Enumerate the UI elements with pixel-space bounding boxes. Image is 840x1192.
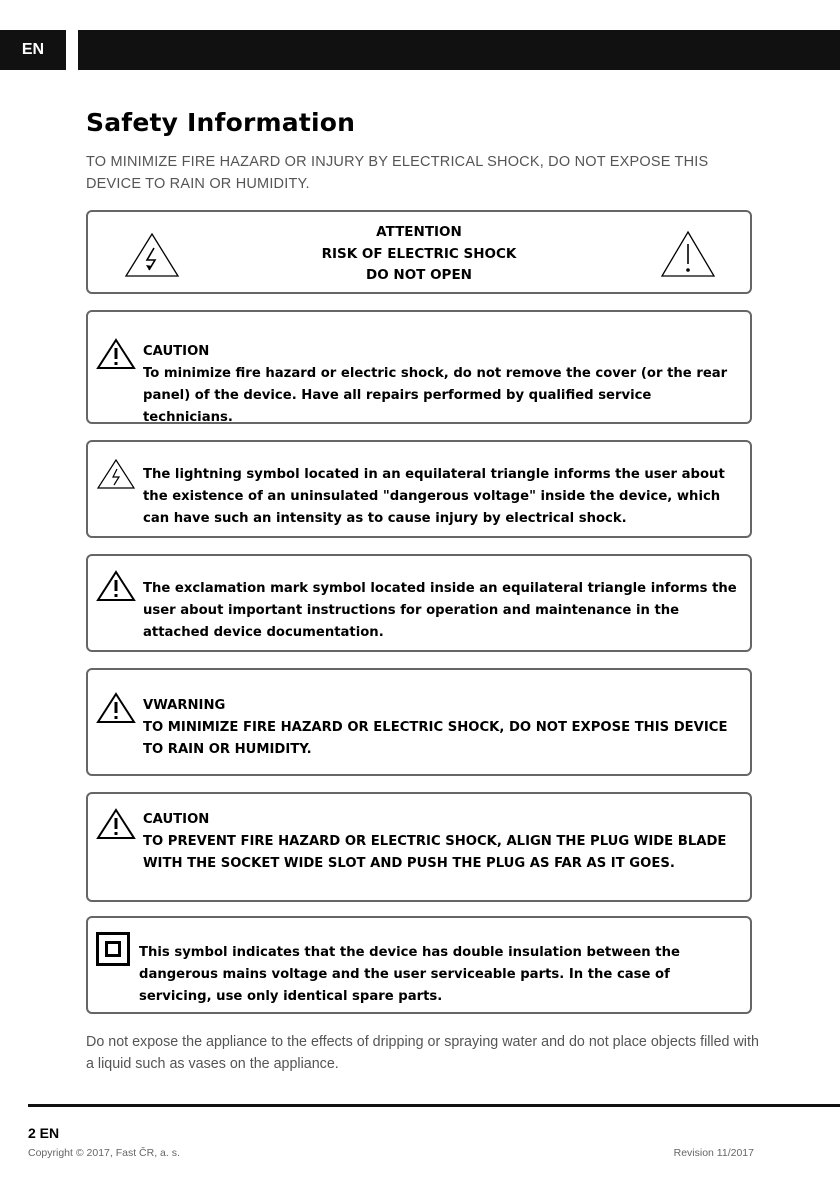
language-tab: EN (0, 30, 66, 70)
outro-note: Do not expose the appliance to the effects of dripping or spraying water and do not place objects filled with a liquid such as vases on the appliance. (86, 1034, 759, 1072)
exclamation-triangle-icon (96, 692, 136, 724)
caution-1-text (143, 341, 738, 429)
lightning-note-text: The lightning symbol located in an equilateral triangle informs the user about the existence of an uninsulated "dangerous voltage" inside the device, which can have such an intensity as to cause injury by electrical shock. (143, 467, 725, 526)
attention-text (88, 222, 750, 287)
warning-heading: VWARNING (143, 698, 226, 713)
double-insulation-box (86, 916, 752, 1014)
attention-line-1: ATTENTION (376, 224, 462, 240)
page-number: 2 EN (28, 1125, 60, 1141)
double-square-icon (96, 932, 130, 966)
caution-1-body: To minimize fire hazard or electric shock, do not remove the cover (or the rear panel) of the device. Have all repairs performed by qualified service technicians. (143, 366, 728, 425)
attention-box (86, 210, 752, 294)
lightning-triangle-icon (96, 458, 136, 490)
exclamation-triangle-icon (96, 570, 136, 602)
caution-box-1 (86, 310, 752, 424)
exclamation-triangle-icon (660, 230, 716, 278)
exclamation-note-box (86, 554, 752, 652)
caution-2-heading: CAUTION (143, 812, 210, 827)
exclamation-triangle-icon (96, 808, 136, 840)
exclamation-triangle-icon (96, 338, 136, 370)
attention-line-2: RISK OF ELECTRIC SHOCK (321, 245, 517, 262)
page-title: Safety Information (86, 108, 356, 137)
header-stripe (78, 30, 840, 70)
intro-warning: TO MINIMIZE FIRE HAZARD OR INJURY BY ELECTRICAL SHOCK, DO NOT EXPOSE THIS DEVICE TO RAIN OR HUMIDITY. (86, 154, 709, 192)
caution-box-2 (86, 792, 752, 902)
warning-text (143, 695, 738, 761)
double-insulation-text: This symbol indicates that the device has double insulation between the dangerous mains voltage and the user serviceable parts. In the case of servicing, use only identical spare parts. (139, 945, 680, 1004)
warning-box (86, 668, 752, 776)
warning-body: TO MINIMIZE FIRE HAZARD OR ELECTRIC SHOCK, DO NOT EXPOSE THIS DEVICE TO RAIN OR HUMIDITY. (143, 720, 728, 757)
caution-1-heading: CAUTION (143, 344, 210, 359)
revision: Revision 11/2017 (673, 1147, 754, 1159)
lightning-note-box (86, 440, 752, 538)
header-bar (0, 30, 840, 70)
copyright: Copyright © 2017, Fast ČR, a. s. (28, 1147, 180, 1159)
exclamation-note-text: The exclamation mark symbol located inside an equilateral triangle informs the user about important instructions for operation and maintenance in the attached device documentation. (143, 581, 737, 640)
caution-2-text (143, 809, 738, 875)
attention-line-3: DO NOT OPEN (366, 267, 472, 283)
caution-2-body: TO PREVENT FIRE HAZARD OR ELECTRIC SHOCK, ALIGN THE PLUG WIDE BLADE WITH THE SOCKET WIDE SLOT AND PUSH THE PLUG AS FAR AS IT GOES. (143, 834, 727, 871)
footer-rule (28, 1104, 840, 1107)
